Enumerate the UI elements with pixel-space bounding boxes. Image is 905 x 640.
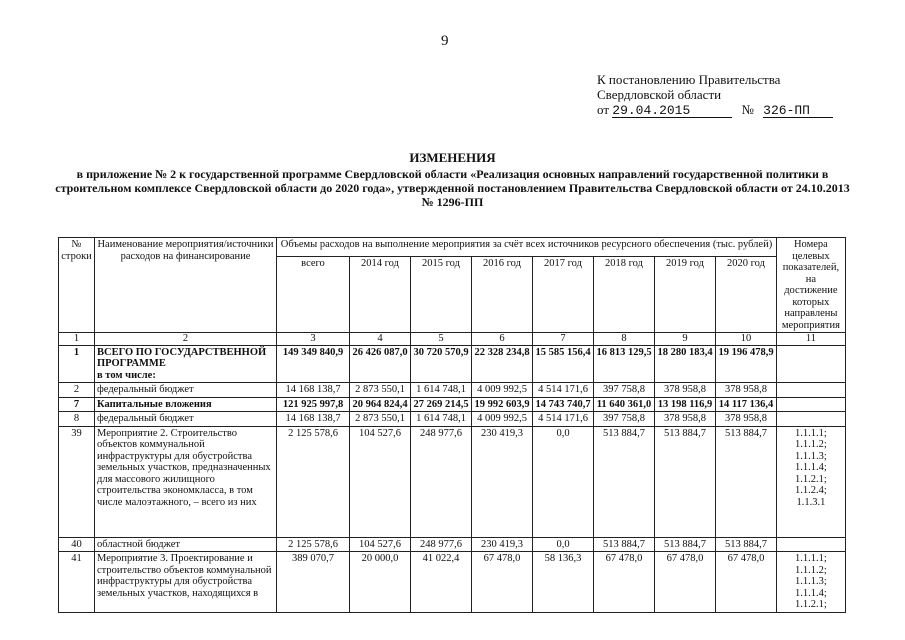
header-targets: Номера целевых показателей, на достижение которых направлены мероприятия: [777, 238, 846, 333]
cell-2020: 513 884,7: [716, 426, 777, 537]
document-title: ИЗМЕНЕНИЯ: [409, 150, 496, 165]
row-no: 39: [59, 426, 95, 537]
row-no: 7: [59, 397, 95, 412]
cell-2019: 513 884,7: [655, 537, 716, 552]
cell-2018: 397 758,8: [594, 412, 655, 427]
cell-2018: 513 884,7: [594, 537, 655, 552]
row-name: Мероприятие 2. Строительство объектов коммунальной инфраструктуры для обустройства земельных участков, предназначенных для массового жилищного строительства экономкласса, в том числе малоэтажного, – всего из них: [95, 426, 277, 537]
cell-targets: [777, 345, 846, 383]
column-number: 4: [350, 333, 411, 346]
cell-2014: 104 527,6: [350, 426, 411, 537]
cell-2014: 2 873 550,1: [350, 412, 411, 427]
cell-2017: 14 743 740,7: [533, 397, 594, 412]
row-no: 40: [59, 537, 95, 552]
page-number: 9: [441, 33, 449, 49]
column-number: 5: [411, 333, 472, 346]
column-number: 3: [277, 333, 350, 346]
cell-2019: 13 198 116,9: [655, 397, 716, 412]
cell-targets: [777, 397, 846, 412]
header-total: всего: [277, 257, 350, 333]
row-no: 1: [59, 345, 95, 383]
cell-2016: 19 992 603,9: [472, 397, 533, 412]
header-2018: 2018 год: [594, 257, 655, 333]
cell-targets: 1.1.1.1; 1.1.1.2; 1.1.1.3; 1.1.1.4; 1.1.2.1; 1.1.2.4; 1.1.3.1: [777, 426, 846, 537]
document-subtitle: в приложение № 2 к государственной программе Свердловской области «Реализация основных направлений государственной политики в строительном комплексе Свердловской области до 2020 года», утвержденной постановлением Правительства Свердловской области от 24.10.2013 № 1296-ПП: [55, 167, 850, 209]
cell-2014: 20 964 824,4: [350, 397, 411, 412]
cell-2017: 58 136,3: [533, 552, 594, 613]
cell-2020: 67 478,0: [716, 552, 777, 613]
cell-targets: [777, 412, 846, 427]
cell-2020: 378 958,8: [716, 383, 777, 398]
table-row: [59, 345, 846, 383]
date-prefix: от: [597, 102, 610, 117]
cell-2014: 104 527,6: [350, 537, 411, 552]
expenses-table: [58, 237, 846, 613]
cell-2017: 0,0: [533, 426, 594, 537]
cell-total: 121 925 997,8: [277, 397, 350, 412]
table-row: [59, 412, 846, 427]
row-no: 2: [59, 383, 95, 398]
cell-2017: 15 585 156,4: [533, 345, 594, 383]
cell-2018: 16 813 129,5: [594, 345, 655, 383]
column-number: 10: [716, 333, 777, 346]
reference-line-2: Свердловской области: [597, 87, 722, 102]
cell-2017: 0,0: [533, 537, 594, 552]
cell-targets: [777, 537, 846, 552]
cell-2016: 67 478,0: [472, 552, 533, 613]
cell-2018: 513 884,7: [594, 426, 655, 537]
cell-2016: 4 009 992,5: [472, 383, 533, 398]
number-prefix: №: [741, 102, 754, 117]
header-2019: 2019 год: [655, 257, 716, 333]
header-2020: 2020 год: [716, 257, 777, 333]
cell-2020: 378 958,8: [716, 412, 777, 427]
table-row: [59, 383, 846, 398]
reference-line-1: К постановлению Правительства: [597, 72, 781, 87]
row-name: Капитальные вложения: [95, 397, 277, 412]
row-name-main: ВСЕГО ПО ГОСУДАРСТВЕННОЙ ПРОГРАММЕ: [97, 346, 267, 369]
cell-2020: 513 884,7: [716, 537, 777, 552]
cell-2015: 27 269 214,5: [411, 397, 472, 412]
column-number: 6: [472, 333, 533, 346]
cell-2019: 67 478,0: [655, 552, 716, 613]
header-2014: 2014 год: [350, 257, 411, 333]
cell-2017: 4 514 171,6: [533, 383, 594, 398]
cell-2018: 67 478,0: [594, 552, 655, 613]
cell-2017: 4 514 171,6: [533, 412, 594, 427]
row-name: областной бюджет: [95, 537, 277, 552]
header-2016: 2016 год: [472, 257, 533, 333]
column-number: 11: [777, 333, 846, 346]
cell-total: 14 168 138,7: [277, 383, 350, 398]
cell-2020: 14 117 136,4: [716, 397, 777, 412]
cell-2014: 20 000,0: [350, 552, 411, 613]
row-name: федеральный бюджет: [95, 412, 277, 427]
cell-2015: 1 614 748,1: [411, 383, 472, 398]
table-row: [59, 397, 846, 412]
column-number: 9: [655, 333, 716, 346]
cell-total: 389 070,7: [277, 552, 350, 613]
cell-targets: 1.1.1.1; 1.1.1.2; 1.1.1.3; 1.1.1.4; 1.1.2.1;: [777, 552, 846, 613]
resolution-number: 326-ПП: [763, 104, 833, 118]
cell-2015: 248 977,6: [411, 537, 472, 552]
cell-2015: 1 614 748,1: [411, 412, 472, 427]
cell-2019: 513 884,7: [655, 426, 716, 537]
header-name: Наименование мероприятия/источники расходов на финансирование: [95, 238, 277, 333]
cell-total: 149 349 840,9: [277, 345, 350, 383]
cell-2019: 378 958,8: [655, 412, 716, 427]
column-number-row: [59, 333, 846, 346]
header-2015: 2015 год: [411, 257, 472, 333]
header-expenses-group: Объемы расходов на выполнение мероприятия за счёт всех источников ресурсного обеспечения (тыс. рублей): [277, 238, 777, 257]
header-row-no: № строки: [59, 238, 95, 333]
cell-2016: 230 419,3: [472, 537, 533, 552]
column-number: 7: [533, 333, 594, 346]
cell-2015: 41 022,4: [411, 552, 472, 613]
cell-2015: 30 720 570,9: [411, 345, 472, 383]
cell-2016: 22 328 234,8: [472, 345, 533, 383]
resolution-date: 29.04.2015: [612, 104, 732, 118]
row-no: 41: [59, 552, 95, 613]
table-row: [59, 426, 846, 537]
cell-2019: 378 958,8: [655, 383, 716, 398]
cell-2019: 18 280 183,4: [655, 345, 716, 383]
cell-2016: 4 009 992,5: [472, 412, 533, 427]
column-number: 8: [594, 333, 655, 346]
cell-2014: 26 426 087,0: [350, 345, 411, 383]
header-2017: 2017 год: [533, 257, 594, 333]
cell-targets: [777, 383, 846, 398]
cell-2014: 2 873 550,1: [350, 383, 411, 398]
table-row: [59, 552, 846, 613]
cell-2020: 19 196 478,9: [716, 345, 777, 383]
cell-total: 2 125 578,6: [277, 537, 350, 552]
row-name: Мероприятие 3. Проектирование и строительство объектов коммунальной инфраструктуры для обустройства земельных участков, находящихся в: [95, 552, 277, 613]
reference-date-line: [597, 102, 833, 118]
row-name: федеральный бюджет: [95, 383, 277, 398]
cell-total: 14 168 138,7: [277, 412, 350, 427]
cell-2018: 11 640 361,0: [594, 397, 655, 412]
column-number: 1: [59, 333, 95, 346]
column-number: 2: [95, 333, 277, 346]
row-name-sub: в том числе:: [97, 369, 156, 381]
row-name: [95, 345, 277, 383]
row-no: 8: [59, 412, 95, 427]
cell-2015: 248 977,6: [411, 426, 472, 537]
table-row: [59, 537, 846, 552]
cell-2018: 397 758,8: [594, 383, 655, 398]
cell-2016: 230 419,3: [472, 426, 533, 537]
cell-total: 2 125 578,6: [277, 426, 350, 537]
resolution-reference: [597, 72, 833, 118]
